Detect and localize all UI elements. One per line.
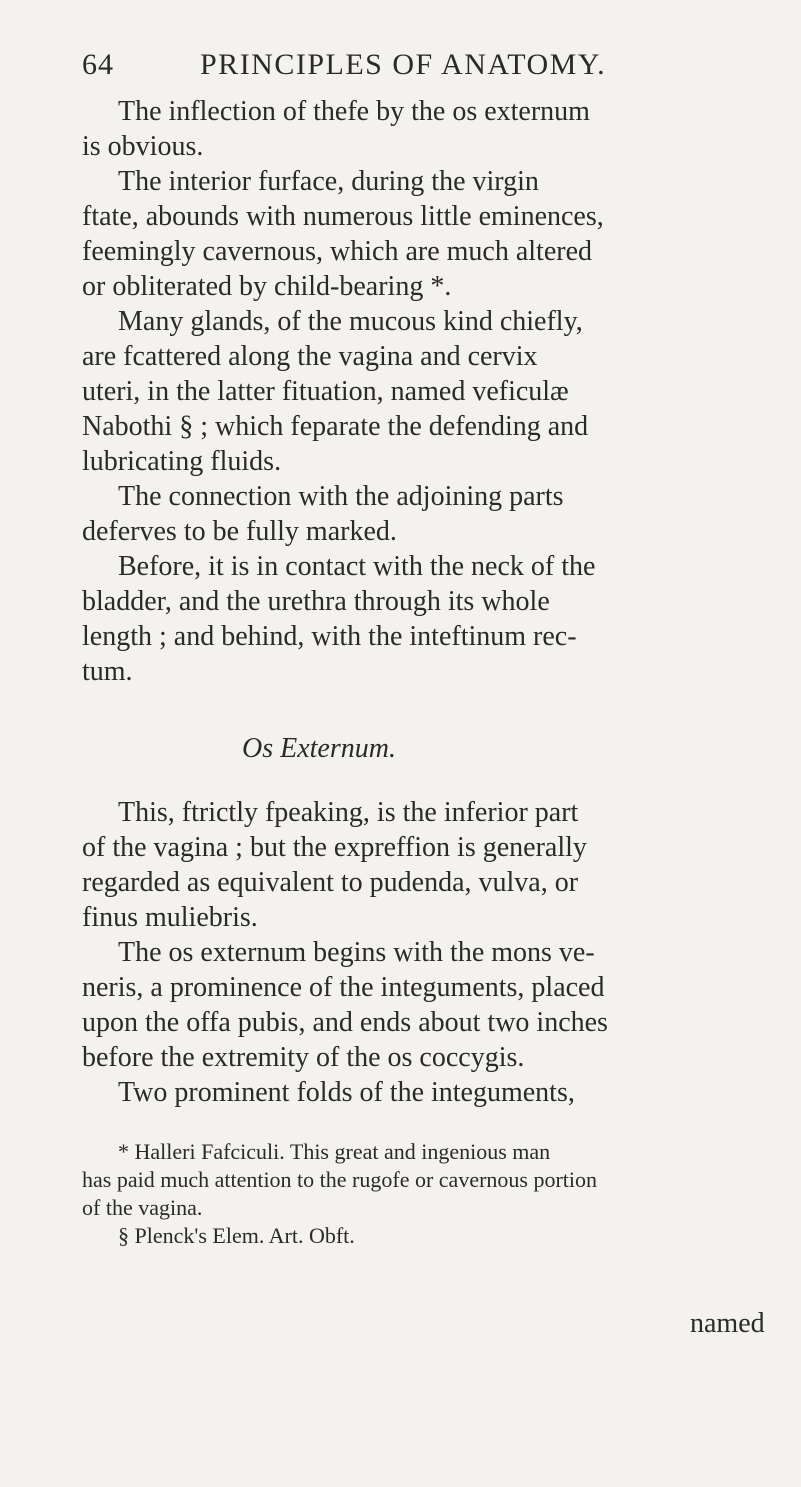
text-line: The inflection of thefe by the os externum xyxy=(118,96,590,127)
page-number: 64 xyxy=(82,48,114,81)
text-line: neris, a prominence of the integuments, placed xyxy=(82,972,605,1003)
text-line: Many glands, of the mucous kind chiefly, xyxy=(118,306,583,337)
text-line: The os externum begins with the mons ve- xyxy=(118,937,595,968)
text-line: upon the offa pubis, and ends about two inches xyxy=(82,1007,608,1038)
footnotes xyxy=(82,1138,800,1250)
text-line: or obliterated by child-bearing *. xyxy=(82,271,452,302)
text-line: deferves to be fully marked. xyxy=(82,516,397,547)
text-line: Nabothi § ; which feparate the defending and xyxy=(82,411,589,442)
text-line: is obvious. xyxy=(82,131,204,162)
running-title: PRINCIPLES OF ANATOMY. xyxy=(200,48,607,81)
body-text xyxy=(82,94,800,1250)
text-line: are fcattered along the vagina and cervix xyxy=(82,341,538,372)
text-line: Two prominent folds of the integuments, xyxy=(118,1077,575,1108)
text-line: of the vagina ; but the expreffion is generally xyxy=(82,832,587,863)
text-line: feemingly cavernous, which are much altered xyxy=(82,236,593,267)
text-line: This, ftrictly fpeaking, is the inferior part xyxy=(118,797,579,828)
catchword: named xyxy=(690,1308,765,1339)
text-line: before the extremity of the os coccygis. xyxy=(82,1042,525,1073)
footnote-line: * Halleri Fafciculi. This great and ingenious man xyxy=(118,1139,551,1164)
text-line: finus muliebris. xyxy=(82,902,258,933)
footnote-line: § Plenck's Elem. Art. Obft. xyxy=(118,1223,355,1248)
text-line: uteri, in the latter fituation, named veficulæ xyxy=(82,376,569,407)
running-head xyxy=(82,48,782,88)
text-line: The connection with the adjoining parts xyxy=(118,481,564,512)
text-line: The interior furface, during the virgin xyxy=(118,166,539,197)
text-line: bladder, and the urethra through its whole xyxy=(82,586,550,617)
footnote-line: of the vagina. xyxy=(82,1195,203,1220)
text-line: tum. xyxy=(82,656,133,687)
text-line: lubricating fluids. xyxy=(82,446,282,477)
text-line: Before, it is in contact with the neck of the xyxy=(118,551,596,582)
text-line: regarded as equivalent to pudenda, vulva, or xyxy=(82,867,579,898)
section-heading: Os Externum. xyxy=(242,733,396,764)
text-line: ftate, abounds with numerous little eminences, xyxy=(82,201,604,232)
text-line: length ; and behind, with the inteftinum rec- xyxy=(82,621,577,652)
footnote-line: has paid much attention to the rugofe or cavernous portion xyxy=(82,1167,598,1192)
